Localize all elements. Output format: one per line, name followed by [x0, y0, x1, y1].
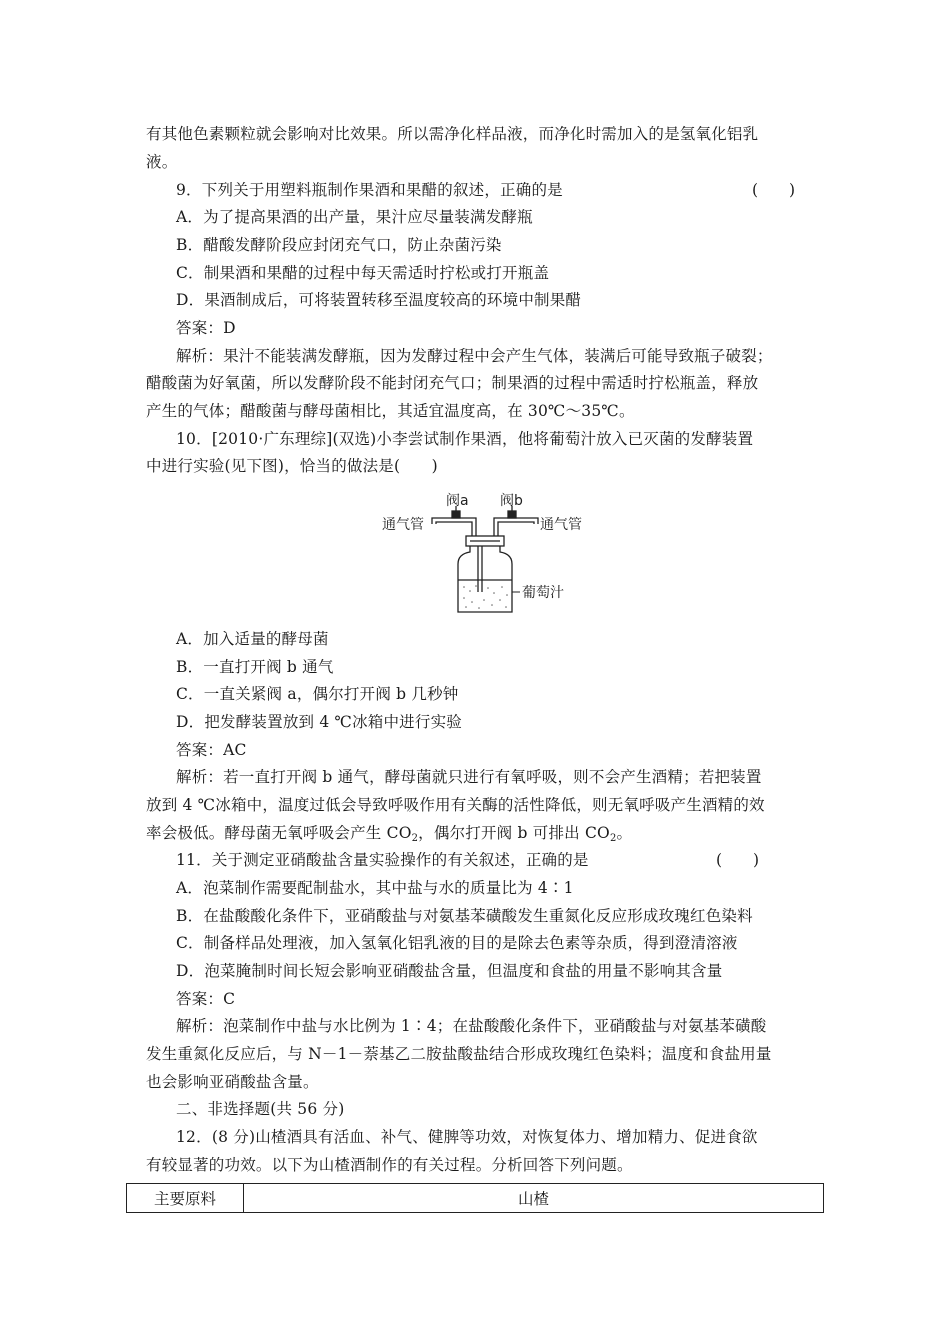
q10-stem-line-1: 10．[2010·广东理综](双选)小李尝试制作果酒，他将葡萄汁放入已灭菌的发酵装置 — [176, 430, 754, 448]
q12-stem-line-2: 有较显著的功效。以下为山楂酒制作的有关过程。分析回答下列问题。 — [146, 1156, 633, 1174]
intro-line-1: 有其他色素颗粒就会影响对比效果。所以需净化样品液，而净化时需加入的是氢氧化铝乳 — [146, 125, 759, 143]
q10-analysis-line-3: 率会极低。酵母菌无氧呼吸会产生 $CO_2$，偶尔打开阀 b 可排出 $CO_2$。 — [146, 824, 633, 844]
q9-analysis-line-2: 醋酸菌为好氧菌，所以发酵阶段不能封闭充气口；制果酒的过程中需适时拧松瓶盖，释放 — [146, 374, 759, 392]
q10-option-c: C．一直关紧阀 a，偶尔打开阀 b 几秒钟 — [176, 685, 459, 703]
section-heading: 二、非选择题(共 56 分) — [176, 1100, 345, 1118]
vent-pipe-left-label: 通气管 — [382, 517, 424, 533]
q9-stem: 9．下列关于用塑料瓶制作果酒和果醋的叙述，正确的是 — [176, 181, 563, 199]
q9-option-d: D．果酒制成后，可将装置转移至温度较高的环境中制果醋 — [176, 291, 582, 309]
q9-answer-paren: ( ) — [752, 181, 796, 199]
q10-option-d: D．把发酵装置放到 4 ℃冰箱中进行实验 — [176, 713, 462, 731]
q9-option-a: A．为了提高果酒的出产量，果汁应尽量装满发酵瓶 — [176, 208, 533, 226]
q9-analysis-line-3: 产生的气体；醋酸菌与酵母菌相比，其适宜温度高，在 30℃～35℃。 — [146, 402, 635, 420]
q11-option-a: A．泡菜制作需要配制盐水，其中盐与水的质量比为 4∶1 — [176, 879, 574, 897]
ingredients-table — [126, 1183, 824, 1213]
q11-analysis-line-1: 解析：泡菜制作中盐与水比例为 1∶4；在盐酸酸化条件下，亚硝酸盐与对氨基苯磺酸 — [176, 1017, 767, 1035]
q10-option-b: B．一直打开阀 b 通气 — [176, 658, 334, 676]
q11-analysis-line-3: 也会影响亚硝酸盐含量。 — [146, 1073, 319, 1091]
q11-option-d: D．泡菜腌制时间长短会影响亚硝酸盐含量，但温度和食盐的用量不影响其含量 — [176, 962, 723, 980]
valve-a-label: 阀a — [446, 493, 469, 509]
q11-answer-paren: ( ) — [716, 851, 760, 869]
vent-pipe-right-label: 通气管 — [540, 517, 582, 533]
table-cell-label: 主要原料 — [127, 1184, 244, 1213]
table-cell-value: 山楂 — [244, 1184, 824, 1213]
q9-analysis-line-1: 解析：果汁不能装满发酵瓶，因为发酵过程中会产生气体，装满后可能导致瓶子破裂； — [176, 347, 773, 365]
fermentation-apparatus-figure — [380, 492, 590, 620]
q9-option-c: C．制果酒和果醋的过程中每天需适时拧松或打开瓶盖 — [176, 264, 550, 282]
q11-analysis-line-2: 发生重氮化反应后，与 N－1－萘基乙二胺盐酸盐结合形成玫瑰红色染料；温度和食盐用量 — [146, 1045, 772, 1063]
table-row — [127, 1184, 824, 1213]
q10-stem-line-2: 中进行实验(见下图)，恰当的做法是( ) — [146, 457, 438, 475]
grape-juice-label: 葡萄汁 — [522, 585, 564, 601]
q11-option-c: C．制备样品处理液，加入氢氧化铝乳液的目的是除去色素等杂质，得到澄清溶液 — [176, 934, 738, 952]
q10-analysis-line-1: 解析：若一直打开阀 b 通气，酵母菌就只进行有氧呼吸，则不会产生酒精；若把装置 — [176, 768, 762, 786]
valve-b-label: 阀b — [500, 493, 523, 509]
q12-stem-line-1: 12．(8 分)山楂酒具有活血、补气、健脾等功效，对恢复体力、增加精力、促进食欲 — [176, 1128, 758, 1146]
q9-option-b: B．醋酸发酵阶段应封闭充气口，防止杂菌污染 — [176, 236, 502, 254]
q11-answer: 答案：C — [176, 990, 236, 1008]
q10-answer: 答案：AC — [176, 741, 247, 759]
q11-option-b: B．在盐酸酸化条件下，亚硝酸盐与对氨基苯磺酸发生重氮化反应形成玫瑰红色染料 — [176, 907, 753, 925]
intro-line-2: 液。 — [146, 153, 178, 171]
q10-analysis-line-2: 放到 4 ℃冰箱中，温度过低会导致呼吸作用有关酶的活性降低，则无氧呼吸产生酒精的效 — [146, 796, 765, 814]
q10-option-a: A．加入适量的酵母菌 — [176, 630, 329, 648]
q9-answer: 答案：D — [176, 319, 236, 337]
q11-stem: 11．关于测定亚硝酸盐含量实验操作的有关叙述，正确的是 — [176, 851, 589, 869]
